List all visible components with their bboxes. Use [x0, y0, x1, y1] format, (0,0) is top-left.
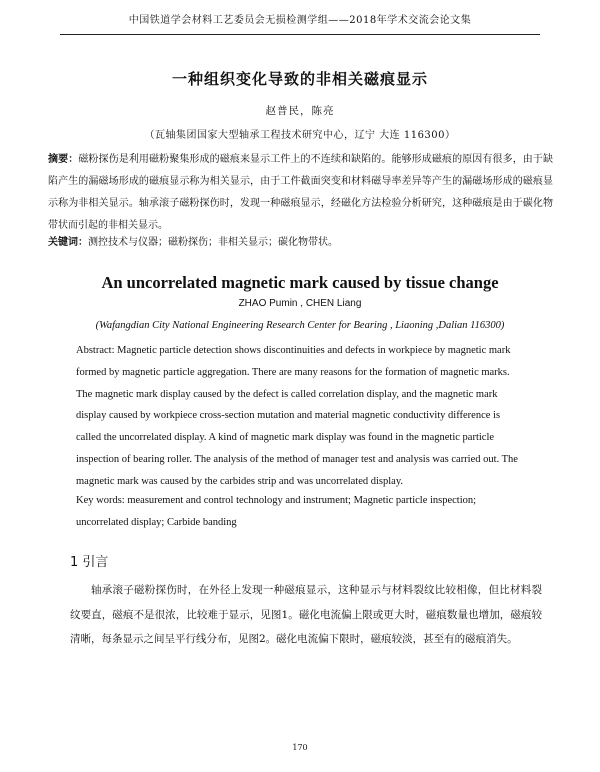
abstract-chinese — [48, 149, 553, 237]
running-header: 中国铁道学会材料工艺委员会无损检测学组——2018年学术交流会论文集 — [60, 14, 540, 35]
abstract-text-chinese: 磁粉探伤是利用磁粉聚集形成的磁痕来显示工件上的不连续和缺陷的。能够形成磁痕的原因有很多，由于缺陷产生的漏磁场形成的磁痕显示称为相关显示，由于工件截面突变和材料磁导率差异等产生的漏磁场形成的磁痕显示称为非相关显示。轴承滚子磁粉探伤时，发现一种磁痕显示，经磁化方法检验分析研究，这种磁痕是由于碳化物带状而引起的非相关显示。 — [48, 154, 554, 231]
paper-title-chinese: 一种组织变化导致的非相关磁痕显示 — [171, 70, 428, 88]
section-heading-introduction: 1 引言 — [70, 555, 109, 570]
authors-english: ZHAO Pumin , CHEN Liang — [238, 298, 362, 309]
affiliation-english: (Wafangdian City National Engineering Research Center for Bearing , Liaoning ,Dalian 116300) — [95, 320, 505, 331]
keywords-english: Key words: measurement and control technology and instrument; Magnetic particle inspection; uncorrelated display; Carbide banding — [76, 495, 477, 528]
paper-title-english: An uncorrelated magnetic mark caused by tissue change — [101, 273, 499, 292]
page-number: 170 — [292, 743, 308, 752]
abstract-label-chinese: 摘要： — [48, 154, 79, 165]
keywords-label-chinese: 关键词： — [48, 237, 88, 248]
authors-chinese: 赵普民，陈亮 — [265, 105, 335, 117]
abstract-english: Abstract: Magnetic particle detection shows discontinuities and defects in workpiece by magnetic mark formed by magnetic particle aggregation. There are many reasons for the formation of magnetic marks. The magnetic mark display caused by the defect is called correlation display, and the magnetic mark display caused by workpiece cross-section mutation and material magnetic conductivity difference is called the uncorrelated display. A kind of magnetic mark display was found in the magnetic particle inspection of bearing roller. The analysis of the method of manager test and analysis was carried out. The magnetic mark was caused by the carbides strip and was uncorrelated display. — [76, 345, 518, 487]
body-paragraph: 轴承滚子磁粉探伤时，在外径上发现一种磁痕显示，这种显示与材料裂纹比较相像，但比材料裂纹要直，磁痕不是很浓，比较难于显示，见图1。磁化电流偏上限或更大时，磁痕数量也增加，磁痕较清晰，每条显示之间呈平行线分布，见图2。磁化电流偏下限时，磁痕较淡，甚至有的磁痕消失。 — [70, 584, 542, 645]
affiliation-chinese: （瓦轴集团国家大型轴承工程技术研究中心，辽宁 大连 116300） — [144, 130, 456, 141]
keywords-text-chinese: 测控技术与仪器；磁粉探伤；非相关显示；碳化物带状。 — [88, 237, 338, 248]
keywords-chinese — [48, 235, 553, 251]
